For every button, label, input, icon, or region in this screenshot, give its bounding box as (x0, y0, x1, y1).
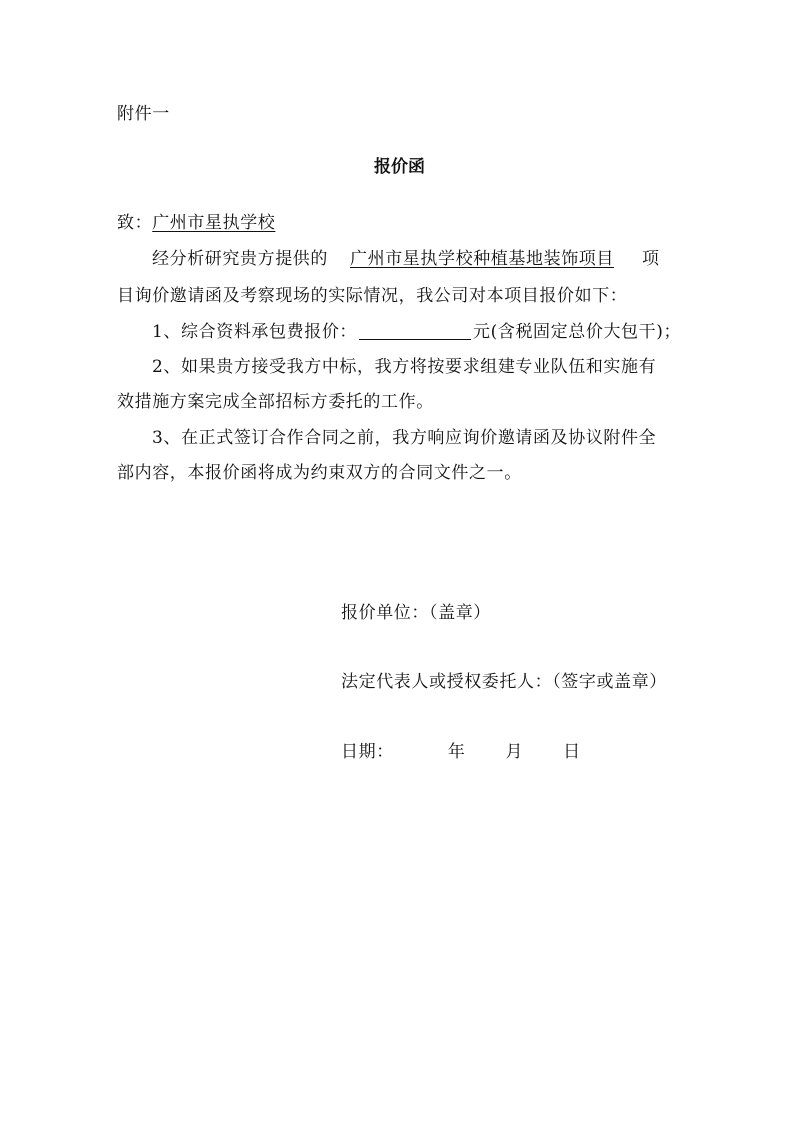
item2-line2: 效措施方案完成全部招标方委托的工作。 (117, 392, 434, 412)
date-day: 日 (563, 742, 581, 762)
date-year: 年 (447, 742, 466, 762)
signature-representative: 法定代表人或授权委托人：（签字或盖章） (341, 672, 667, 692)
paragraph1-line1 (152, 244, 660, 269)
attachment-label: 附件一 (117, 104, 170, 124)
item2-line1: 2、如果贵方接受我方中标，我方将按要求组建专业队伍和实施有 (152, 357, 657, 377)
signature-unit: 报价单位：（盖章） (341, 603, 491, 623)
signature-date (341, 737, 581, 762)
addressee-line (117, 208, 275, 233)
date-month: 月 (505, 742, 524, 762)
addressee-name: 广州市星执学校 (152, 213, 276, 233)
addressee-prefix: 致： (117, 213, 153, 233)
item3-line2: 部内容，本报价函将成为约束双方的合同文件之一。 (117, 463, 522, 483)
document-title: 报价函 (374, 157, 425, 177)
item1-label: 1、综合资料承包费报价： (152, 322, 358, 342)
item1-line (152, 317, 681, 342)
date-label: 日期： (341, 742, 394, 762)
paragraph1-line2: 目询价邀请函及考察现场的实际情况，我公司对本项目报价如下： (117, 286, 628, 306)
paragraph1-suffix: 项 (642, 249, 660, 269)
quote-amount-blank (359, 321, 471, 340)
item1-unit: 元(含税固定总价大包干)； (473, 322, 682, 342)
item3-line1: 3、在正式签订合作合同之前，我方响应询价邀请函及协议附件全 (152, 428, 657, 448)
project-name: 广州市星执学校种植基地装饰项目 (350, 249, 614, 269)
paragraph1-intro: 经分析研究贵方提供的 (152, 249, 328, 269)
